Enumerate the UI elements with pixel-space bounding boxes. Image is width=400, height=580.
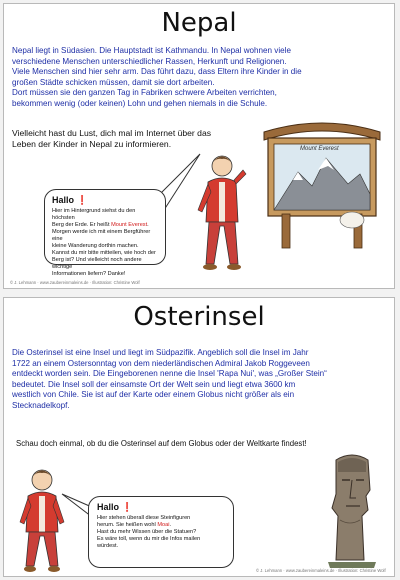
text-line: verschiedene Menschen unterschiedlicher Rassen, Herkunft und Religionen. [12,56,287,66]
text-line: Leben der Kinder in Nepal zu informieren. [12,139,172,149]
text-line: bekommen wenig (oder keinen) Lohn und gehen niemals in die Schule. [12,98,268,108]
osterinsel-card [3,297,395,577]
text-line: bedeutet. Die Insel soll der einsamste Ort der Welt sein und liegt etwa 3600 km [12,379,296,389]
mount-everest-sign-illustration [256,114,388,254]
speech-bubble [88,496,234,568]
moai-statue-illustration [322,450,382,570]
credit-line: © J. Lehmann · www.zaubereinmaleins.de · Illustration: Christine Wolf [256,568,386,573]
text-line: Die Osterinsel ist eine Insel und liegt im Südpazifik. Angeblich soll die Insel im Jahr [12,348,309,357]
text-line: Viele Menschen sind hier sehr arm. Das führt dazu, dass Eltern ihre Kinder in die [12,67,302,77]
text-line: großen Städte schicken müssen, damit sie dort arbeiten. [12,77,215,87]
osterinsel-prompt: Schau doch einmal, ob du die Osterinsel auf dem Globus oder der Weltkarte findest! [16,439,307,448]
speech-bubble [44,189,166,277]
bubble-greeting: Hallo ❗ [52,195,88,205]
text-line: 1722 an einem Ostersonntag von dem niederländischen Admiral Jakob Roggeveen [12,358,310,368]
osterinsel-title: Osterinsel [133,302,265,332]
sign-label: Mount Everest [300,146,339,152]
bubble-text: Hier stehen überall diese Steinfiguren herum. Sie heißen wohl Moai. Hast du mehr Wissen über die Statuen? Es wäre toll, wenn du mir die Infos mailen würdest. [97,515,201,549]
nepal-title: Nepal [161,8,237,38]
text-line: Nepal liegt in Südasien. Die Hauptstadt ist Kathmandu. In Nepal wohnen viele [12,46,291,55]
hiker-boy-illustration [192,152,252,282]
text-line: Dort müssen sie den ganzen Tag in Fabriken schwere Arbeiten verrichten, [12,88,277,98]
bubble-text: Hier im Hintergrund siehst du den höchsten Berg der Erde. Er heißt Mount Everest. Morgen werde ich mit einem Bergführer eine kleine Wanderung dorthin machen. Kannst du mir bitte mitteilen, wie hoch der Berg ist? Und vielleicht noch andere wichtige Informationen liefern? Danke! [52,208,156,277]
bubble-greeting: Hallo ❗ [97,502,133,512]
text-line: entdeckt worden sein. Die Eingeborenen nenne die Insel 'Rapa Nui', was „Großer Stein“ [12,369,327,379]
nepal-card [3,3,395,289]
text-line: Vielleicht hast du Lust, dich mal im Internet über das [12,128,212,138]
credit-line: © J. Lehmann · www.zaubereinmaleins.de · Illustration: Christine Wolf [10,280,140,285]
text-line: Stecknadelkopf. [12,400,70,410]
text-line: westlich von Chile. Sie ist auf der Karte oder einem Globus nicht größer als ein [12,390,295,400]
